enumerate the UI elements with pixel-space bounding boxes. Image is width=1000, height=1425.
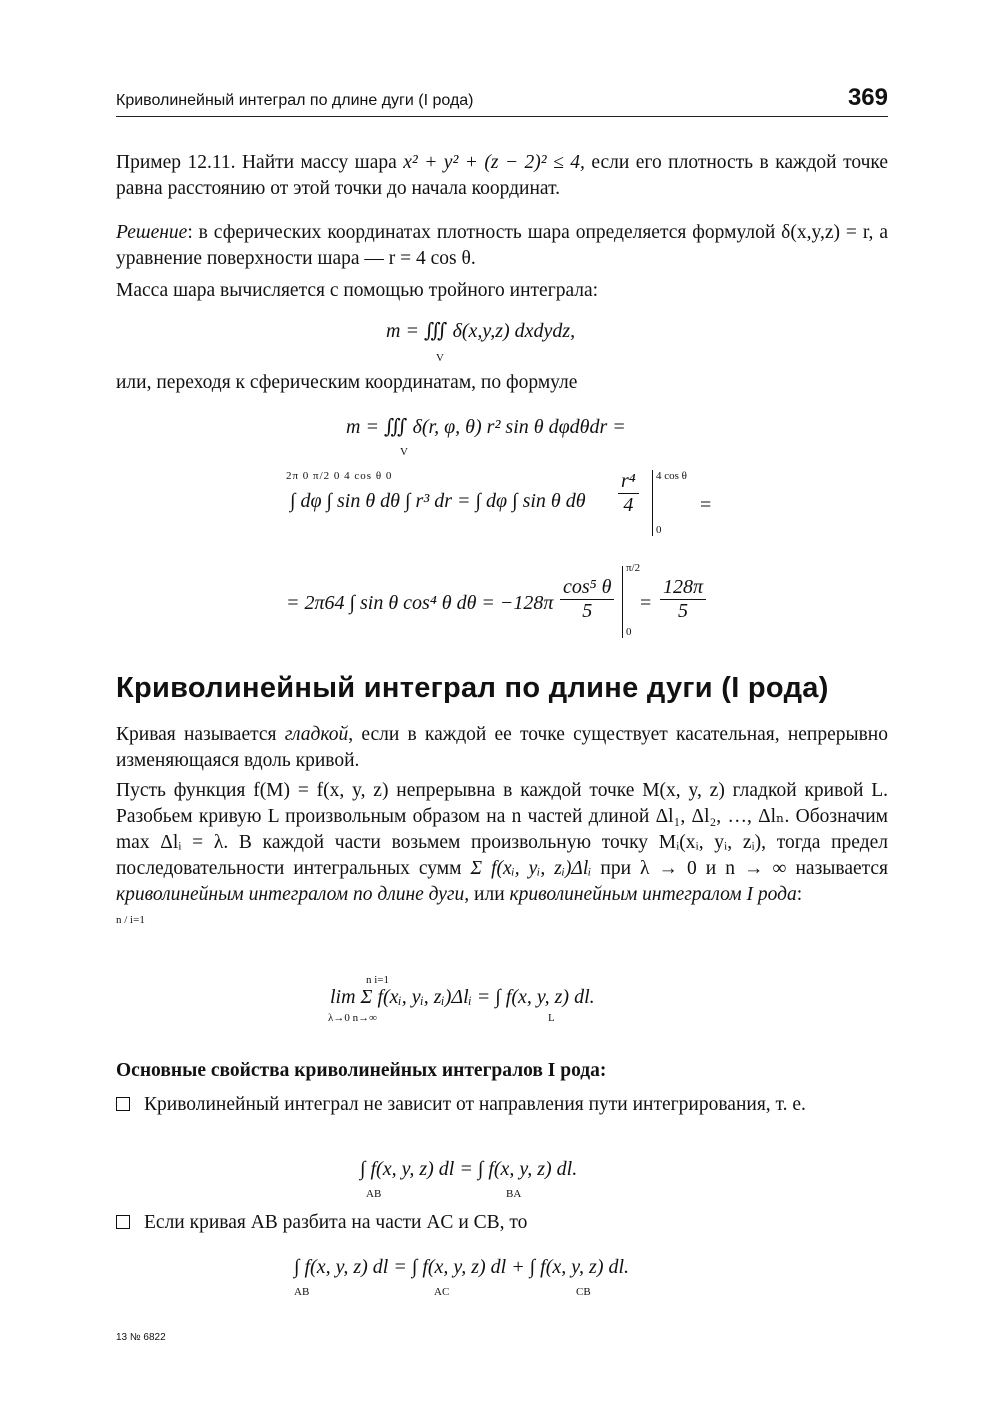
formula-definition-int-sub: L <box>548 1012 555 1024</box>
formula-definition: lim Σ f(xᵢ, yᵢ, zᵢ)Δlᵢ = ∫ f(x, y, z) dl. <box>330 986 595 1008</box>
page-number: 369 <box>847 84 888 111</box>
formula-definition-lim-sub: λ→0 n→∞ <box>328 1012 377 1024</box>
checkbox-bullet-icon <box>116 1215 130 1229</box>
integral-sum-limits: n / i=1 <box>116 914 145 926</box>
formula-mass-spherical: m = ∭ δ(r, φ, θ) r² sin θ dφdθdr = <box>346 416 626 438</box>
formula-mass-spherical-domain: V <box>400 446 408 458</box>
formula-final-fraction <box>560 576 614 623</box>
printer-signature: 13 № 6822 <box>116 1332 166 1343</box>
properties-title: Основные свойства криволинейных интегралов I рода: <box>116 1060 607 1081</box>
integral-sum: Σ f(xᵢ, yᵢ, zᵢ)Δlᵢ <box>470 858 592 879</box>
property-2-sub-cb: CB <box>576 1286 591 1298</box>
equals-sign: = <box>700 494 712 516</box>
property-1-formula: ∫ f(x, y, z) dl = ∫ f(x, y, z) dl. <box>360 1158 578 1180</box>
property-2 <box>116 1210 888 1236</box>
formula-final-computation: = 2π64 ∫ sin θ cos⁴ θ dθ = −128π <box>286 592 554 614</box>
formula-mass-triple: m = ∭ δ(x,y,z) dxdydz, <box>386 320 576 342</box>
evaluation-bar <box>652 470 653 536</box>
formula-mass-triple-domain: V <box>436 352 444 364</box>
solution-paragraph <box>116 220 888 272</box>
term-first-kind-integral: криволинейным интегралом I рода <box>509 884 797 905</box>
section-title: Криволинейный интеграл по длине дуги (I рода) <box>116 672 829 704</box>
formula-iterated-fraction <box>618 470 639 517</box>
formula-definition-sum-limits: n i=1 <box>366 974 390 986</box>
mass-text: Масса шара вычисляется с помощью тройного интеграла: <box>116 280 599 301</box>
example-text-a: Найти массу шара <box>241 152 397 173</box>
evaluation-upper: 4 cos θ <box>656 470 687 482</box>
formula-iterated-integral: ∫ dφ ∫ sin θ dθ ∫ r³ dr = ∫ dφ ∫ sin θ dθ <box>290 490 586 512</box>
definition-paragraph: Пусть функция f(M) = f(x, y, z) непрерывна в каждой точке M(x, y, z) гладкой кривой L. Разобьем кривую L произвольным образом на n частей длиной Δl₁, Δl₂, …, Δlₙ. Обозначим max Δlᵢ = λ. В каждой части возьмем произвольную точку Mᵢ(xᵢ, yᵢ, zᵢ), тогда предел последовательности интегральных сумм Σ f(xᵢ, yᵢ, zᵢ)Δlᵢ при λ → 0 и n → ∞ называется криволинейным интегралом по длине дуги, или криволинейным интегралом I рода: <box>116 780 889 905</box>
final-fraction-numerator: cos⁵ θ <box>560 576 614 600</box>
example-inequality: x² + y² + (z − 2)² ≤ 4, <box>403 152 585 173</box>
solution-text: : в сферических координатах плотность шара определяется формулой δ(x,y,z) = r, а уравнение поверхности шара — r = 4 cos θ. <box>116 222 888 269</box>
transition-text: или, переходя к сферическим координатам, по формуле <box>116 372 578 393</box>
fraction-numerator: r⁴ <box>618 470 639 494</box>
property-1-text: Криволинейный интеграл не зависит от направления пути интегрирования, т. е. <box>144 1094 806 1115</box>
running-title: Криволинейный интеграл по длине дуги (I рода) <box>116 92 474 109</box>
example-label: Пример 12.11. <box>116 152 236 173</box>
property-1 <box>116 1092 888 1118</box>
smooth-curve-paragraph: Кривая называется гладкой, если в каждой ее точке существует касательная, непрерывно изменяющаяся вдоль кривой. <box>116 724 888 771</box>
running-head <box>116 86 888 117</box>
final-result <box>660 576 706 623</box>
final-evaluation-bar <box>622 566 623 638</box>
property-2-sub-ab: AB <box>294 1286 310 1298</box>
example-text-b: если его плотность в каждой точке равна расстоянию от этой точки до начала координат. <box>116 152 889 199</box>
property-2-text: Если кривая AB разбита на части AC и CB, то <box>144 1212 528 1233</box>
checkbox-bullet-icon <box>116 1097 130 1111</box>
property-1-sub-ab: AB <box>366 1188 382 1200</box>
definition-text: Пусть функция f(M) = f(x, y, z) непрерывна в каждой точке M(x, y, z) гладкой кривой L. Разобьем кривую L произвольным образом на n частей длиной Δl₁, Δl₂, …, Δlₙ. Обозначим max Δlᵢ = λ. В каждой части возьмем произвольную точку Mᵢ(xᵢ, yᵢ, zᵢ), тогда предел последовательности интегральных сумм <box>116 780 888 879</box>
property-1-sub-ba: BA <box>506 1188 522 1200</box>
formula-iterated-limits: 2π 0 π/2 0 4 cos θ 0 <box>286 470 393 482</box>
final-fraction-denominator: 5 <box>582 600 593 622</box>
mass-paragraph <box>116 278 888 304</box>
final-evaluation-lower: 0 <box>626 626 632 638</box>
property-2-formula: ∫ f(x, y, z) dl = ∫ f(x, y, z) dl + ∫ f(x, y, z) dl. <box>294 1256 630 1278</box>
property-2-sub-ac: AC <box>434 1286 450 1298</box>
term-arc-length-integral: криволинейным интегралом по длине дуги <box>116 884 465 905</box>
evaluation-lower: 0 <box>656 524 662 536</box>
final-equals: = <box>640 592 652 614</box>
transition-paragraph <box>116 370 888 396</box>
final-evaluation-upper: π/2 <box>626 562 641 574</box>
solution-label: Решение <box>116 222 188 243</box>
result-denominator: 5 <box>678 600 689 622</box>
fraction-denominator: 4 <box>623 494 634 516</box>
term-smooth: гладкой <box>284 724 349 745</box>
result-numerator: 128π <box>660 576 706 600</box>
example-paragraph <box>116 150 888 202</box>
